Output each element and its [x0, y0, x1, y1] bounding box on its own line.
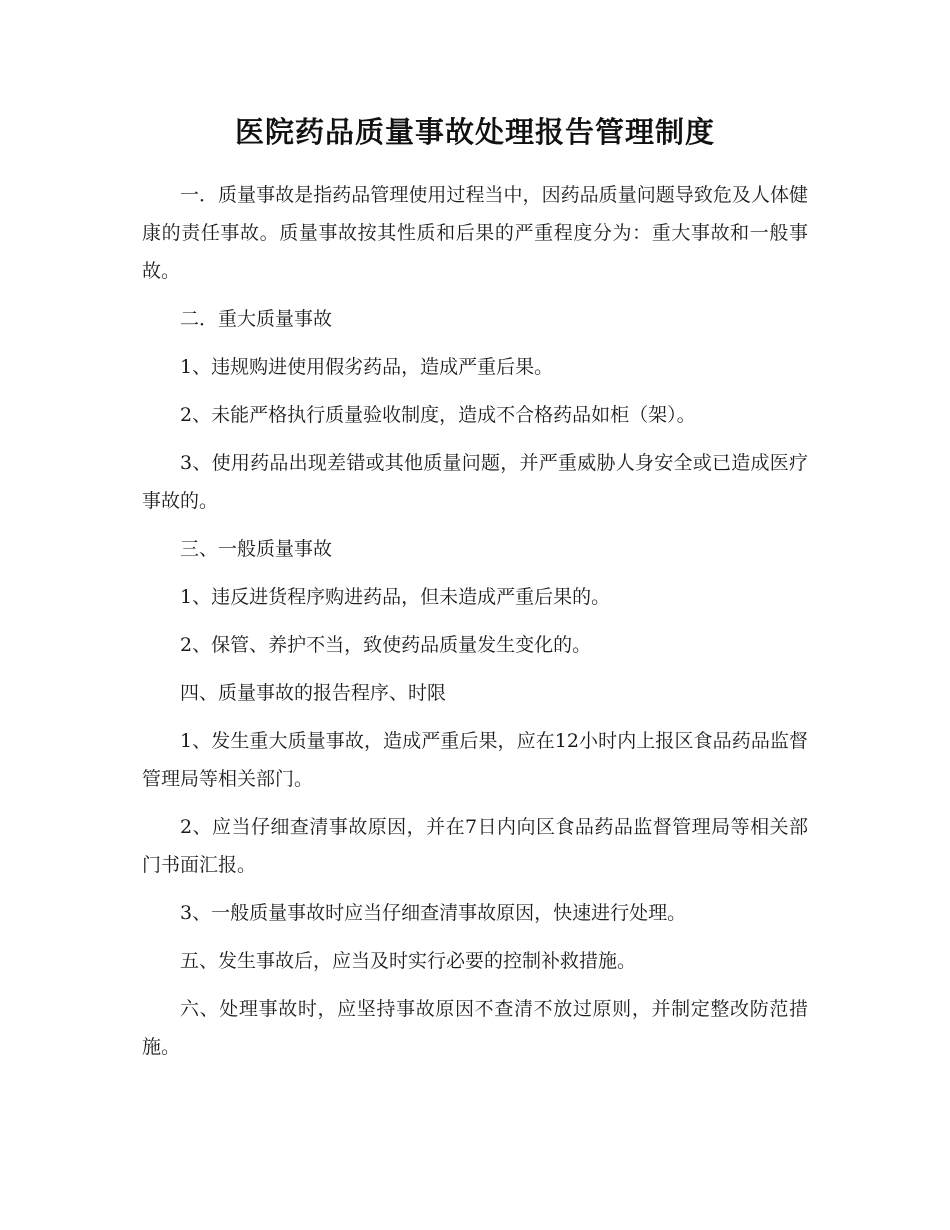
- paragraph-major-3: 3、使用药品出现差错或其他质量问题，并严重威胁人身安全或已造成医疗事故的。: [142, 452, 808, 512]
- heading-major-accident: 二．重大质量事故: [180, 308, 333, 330]
- paragraph-major-2: 2、未能严格执行质量验收制度，造成不合格药品如柜（架）。: [180, 404, 696, 426]
- paragraph-general-1: 1、违反进货程序购进药品，但未造成严重后果的。: [180, 586, 611, 608]
- document-title: 医院药品质量事故处理报告管理制度: [234, 115, 715, 149]
- heading-general-accident: 三、一般质量事故: [180, 538, 333, 560]
- paragraph-report-3: 3、一般质量事故时应当仔细查清事故原因，快速进行处理。: [180, 902, 687, 924]
- paragraph-handling-principle: 六、处理事故时，应坚持事故原因不查清不放过原则，并制定整改防范措施。: [142, 998, 808, 1058]
- document-body: [142, 176, 808, 1066]
- paragraph-definition: 一．质量事故是指药品管理使用过程当中，因药品质量问题导致危及人体健康的责任事故。质量事故按其性质和后果的严重程度分为：重大事故和一般事故。: [142, 184, 808, 282]
- document-page: [142, 108, 808, 1066]
- paragraph-report-1: 1、发生重大质量事故，造成严重后果，应在12小时内上报区食品药品监督管理局等相关部门。: [142, 730, 808, 790]
- paragraph-report-2: 2、应当仔细查清事故原因，并在7日内向区食品药品监督管理局等相关部门书面汇报。: [142, 816, 808, 876]
- heading-report-procedure: 四、质量事故的报告程序、时限: [180, 682, 447, 704]
- paragraph-major-1: 1、违规购进使用假劣药品，造成严重后果。: [180, 356, 554, 378]
- paragraph-general-2: 2、保管、养护不当，致使药品质量发生变化的。: [180, 634, 592, 656]
- paragraph-remedial-measures: 五、发生事故后，应当及时实行必要的控制补救措施。: [180, 950, 637, 972]
